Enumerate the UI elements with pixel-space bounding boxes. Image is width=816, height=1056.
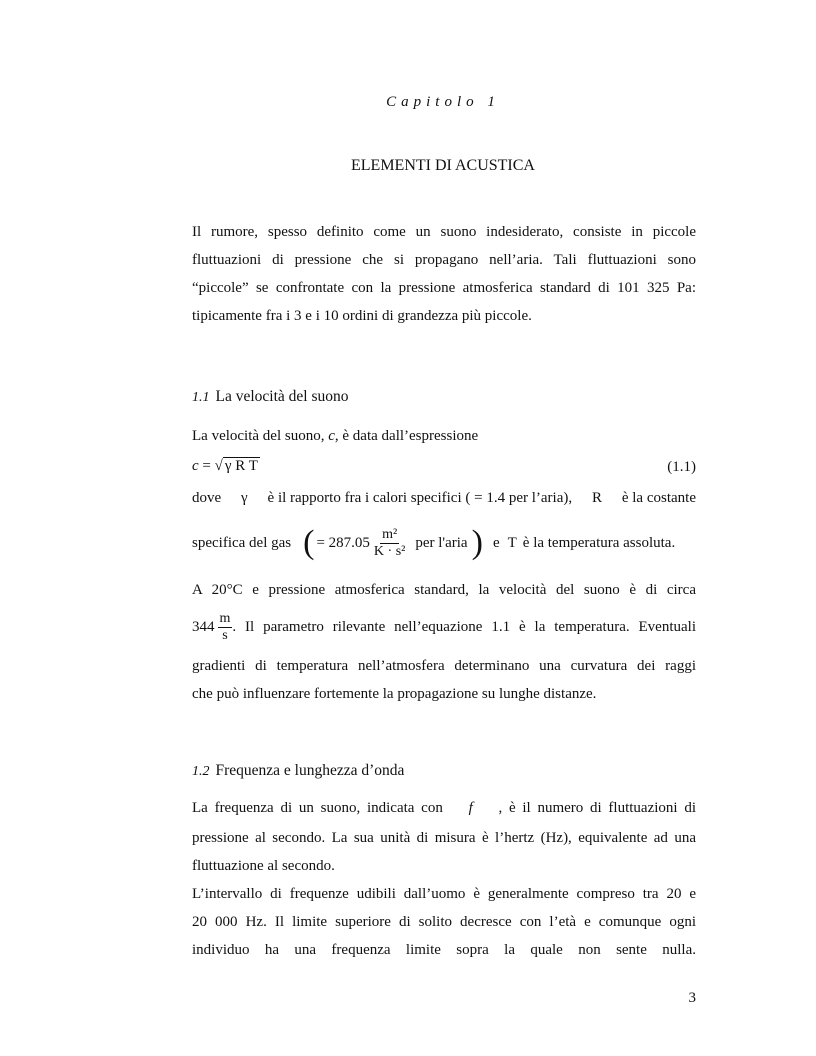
text-fragment: specifica del gas xyxy=(192,534,292,551)
chapter-title: ELEMENTI DI ACUSTICA xyxy=(351,157,535,174)
text-line: gradienti di temperatura nell’atmosfera determinano una curvatura dei raggi xyxy=(192,658,696,674)
equation-1-1 xyxy=(192,458,696,475)
intro-paragraph xyxy=(192,218,696,330)
variable-t: T xyxy=(507,534,517,551)
variable-f: f xyxy=(468,800,473,816)
text-fragment: . Il parametro rilevante nell’equazione 1.1 è la temperatura. Eventuali xyxy=(232,618,696,635)
text-line: A 20°C e pressione atmosferica standard, la velocità del suono è di circa xyxy=(192,582,696,598)
text-fragment: è il rapporto fra i calori specifici ( = 1.4 per l’aria), xyxy=(267,490,573,506)
variable-gamma: γ xyxy=(241,490,248,506)
text-fragment: è la costante xyxy=(621,490,696,506)
paragraph xyxy=(192,824,696,964)
text-fragment: è la temperatura assoluta. xyxy=(522,534,676,551)
paragraph xyxy=(192,576,696,604)
equation-lhs: c xyxy=(192,458,199,474)
text-line: L’intervallo di frequenze udibili dall’uomo è generalmente compreso tra 20 e xyxy=(192,886,696,902)
text-fragment: La frequenza di un suono, indicata con xyxy=(192,800,443,816)
chapter-label: Capitolo 1 xyxy=(386,94,500,110)
fraction-numerator: m² xyxy=(382,526,398,542)
text-fragment: dove xyxy=(192,490,222,506)
section-number: 1.2 xyxy=(192,764,210,779)
text-line xyxy=(192,520,696,566)
text-line: individuo ha una frequenza limite sopra la quale non sente nulla. xyxy=(192,942,696,958)
text-line: Il rumore, spesso definito come un suono indesiderato, consiste in piccole xyxy=(192,224,696,240)
paren-open: ( xyxy=(303,524,315,561)
section-heading-1-1 xyxy=(192,388,349,406)
text-fragment: , è data dall’espressione xyxy=(334,428,479,444)
text-fragment: e xyxy=(492,534,500,551)
text-line xyxy=(192,490,696,507)
section-heading-1-2 xyxy=(192,762,404,780)
variable-c: c xyxy=(328,428,335,444)
equation-number: (1.1) xyxy=(667,459,696,475)
sqrt-icon: √ xyxy=(214,458,223,474)
text-line: 20 000 Hz. Il limite superiore di solito decresce con l’età e comunque ogni xyxy=(192,914,696,930)
page-number: 3 xyxy=(688,990,696,1006)
text-line xyxy=(192,610,696,644)
text-line: fluttuazioni di pressione che si propagano nell’aria. Tali fluttuazioni sono xyxy=(192,252,696,268)
text-fragment: per l'aria xyxy=(415,534,468,551)
speed-value: 344 xyxy=(192,618,215,635)
equals-sign: = xyxy=(202,458,211,474)
text-line: che può influenzare fortemente la propagazione su lunghe distanze. xyxy=(192,686,597,702)
fraction xyxy=(218,611,233,644)
variable-r: R xyxy=(591,490,602,506)
text-line xyxy=(192,800,696,817)
fraction-numerator: m xyxy=(219,610,231,626)
fraction-denominator: s xyxy=(222,627,228,643)
equation-radicand: γ R T xyxy=(224,458,258,474)
section-number: 1.1 xyxy=(192,390,210,405)
text-line: “piccole” se confrontate con la pressione atmosferica standard di 101 325 Pa: xyxy=(192,280,696,296)
fraction-denominator: K · s² xyxy=(373,543,406,559)
text-fragment: La velocità del suono, xyxy=(192,428,325,444)
text-line: pressione al secondo. La sua unità di misura è l’hertz (Hz), equivalente ad una xyxy=(192,830,696,846)
text-line: tipicamente fra i 3 e i 10 ordini di grandezza più piccole. xyxy=(192,308,532,324)
text-fragment: , è il numero di fluttuazioni di xyxy=(498,800,696,816)
fraction xyxy=(374,527,405,560)
section-title: Frequenza e lunghezza d’onda xyxy=(215,762,405,779)
text-line: fluttuazione al secondo. xyxy=(192,858,335,874)
section-title: La velocità del suono xyxy=(215,388,349,405)
paragraph xyxy=(192,652,696,708)
text-line xyxy=(192,428,696,445)
paren-close: ) xyxy=(471,524,483,561)
gas-constant-value: = 287.05 xyxy=(316,534,370,551)
